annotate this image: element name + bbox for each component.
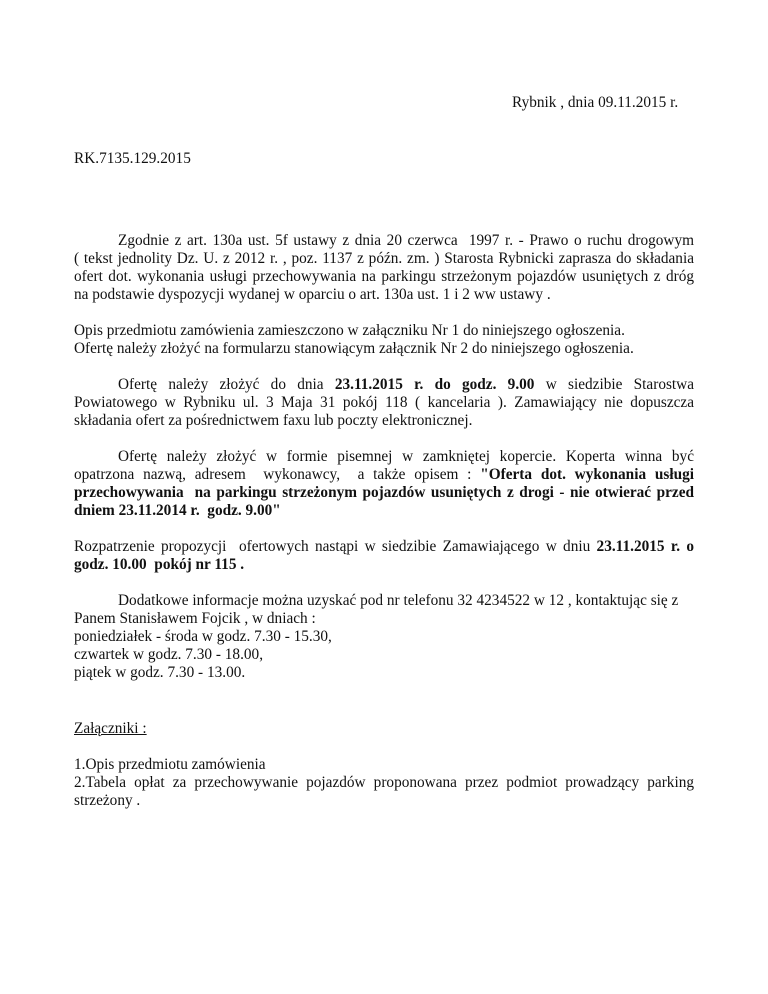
description-note: Opis przedmiotu zamówienia zamieszczono w załączniku Nr 1 do niniejszego ogłoszenia. — [74, 322, 625, 339]
form-line-4 — [74, 502, 281, 520]
annex-item-2-line-1: 2.Tabela opłat za przechowywanie pojazdów proponowana przez podmiot prowadzący parking — [74, 774, 694, 791]
intro-line-4: na podstawie dyspozycji wydanej w oparciu o art. 130a ust. 1 i 2 ww ustawy . — [74, 286, 551, 303]
contact-hours-fri: piątek w godz. 7.30 - 13.00. — [74, 664, 246, 681]
form-line-2-text: opatrzona nazwą, adresem wykonawcy, a także opisem : — [74, 466, 472, 483]
annexes-heading: Załączniki : — [74, 720, 147, 737]
intro-line-2: ( tekst jednolity Dz. U. z 2012 r. , poz. 1137 z późn. zm. ) Starosta Rybnicki zaprasza do składania — [74, 250, 694, 267]
deadline-line-1 — [74, 376, 694, 394]
contact-hours-mon-wed: poniedziałek - środa w godz. 7.30 - 15.30, — [74, 628, 332, 645]
envelope-label-middle: przechowywania na parkingu strzeżonym pojazdów usuniętych z drogi - nie otwierać przed — [74, 484, 694, 501]
form-line-3 — [74, 484, 694, 502]
intro-line-1: Zgodnie z art. 130a ust. 5f ustawy z dnia 20 czerwca 1997 r. - Prawo o ruchu drogowym — [118, 232, 694, 249]
deadline-line-2: Powiatowego w Rybniku ul. 3 Maja 31 pokój 118 ( kancelaria ). Zamawiający nie dopuszcza — [74, 394, 694, 411]
opening-line-1 — [74, 538, 694, 556]
deadline-text-post: w siedzibie Starostwa — [545, 376, 695, 393]
form-line-1: Ofertę należy złożyć w formie pisemnej w zamkniętej kopercie. Koperta winna być — [118, 448, 694, 465]
form-note: Ofertę należy złożyć na formularzu stanowiącym załącznik Nr 2 do niniejszego ogłoszenia. — [74, 340, 634, 357]
place-date: Rybnik , dnia 09.11.2015 r. — [512, 94, 679, 111]
reference-number: RK.7135.129.2015 — [74, 150, 191, 167]
opening-date: 23.11.2015 r. o — [596, 538, 694, 555]
opening-text: Rozpatrzenie propozycji ofertowych nastąpi w siedzibie Zamawiającego w dniu — [74, 538, 591, 555]
envelope-label-start: "Oferta dot. wykonania usługi — [480, 466, 694, 483]
annex-item-2-line-2: strzeżony . — [74, 792, 141, 809]
form-line-2 — [74, 466, 694, 484]
intro-line-3: ofert dot. wykonania usługi przechowywania na parkingu strzeżonym pojazdów usuniętych z dróg — [74, 268, 694, 285]
annex-item-1: 1.Opis przedmiotu zamówienia — [74, 756, 266, 773]
deadline-date: 23.11.2015 r. do godz. 9.00 — [334, 376, 535, 393]
envelope-label-end: dniem 23.11.2014 r. godz. 9.00" — [74, 502, 281, 519]
opening-line-2 — [74, 556, 244, 574]
contact-line-2: Panem Stanisławem Fojcik , w dniach : — [74, 610, 316, 627]
contact-hours-thu: czwartek w godz. 7.30 - 18.00, — [74, 646, 264, 663]
deadline-line-3: składania ofert za pośrednictwem faxu lub poczty elektronicznej. — [74, 412, 473, 429]
opening-time-room: godz. 10.00 pokój nr 115 . — [74, 556, 245, 573]
contact-line-1: Dodatkowe informacje można uzyskać pod nr telefonu 32 4234522 w 12 , kontaktując się z — [118, 592, 679, 609]
deadline-text-pre: Ofertę należy złożyć do dnia — [118, 376, 324, 393]
